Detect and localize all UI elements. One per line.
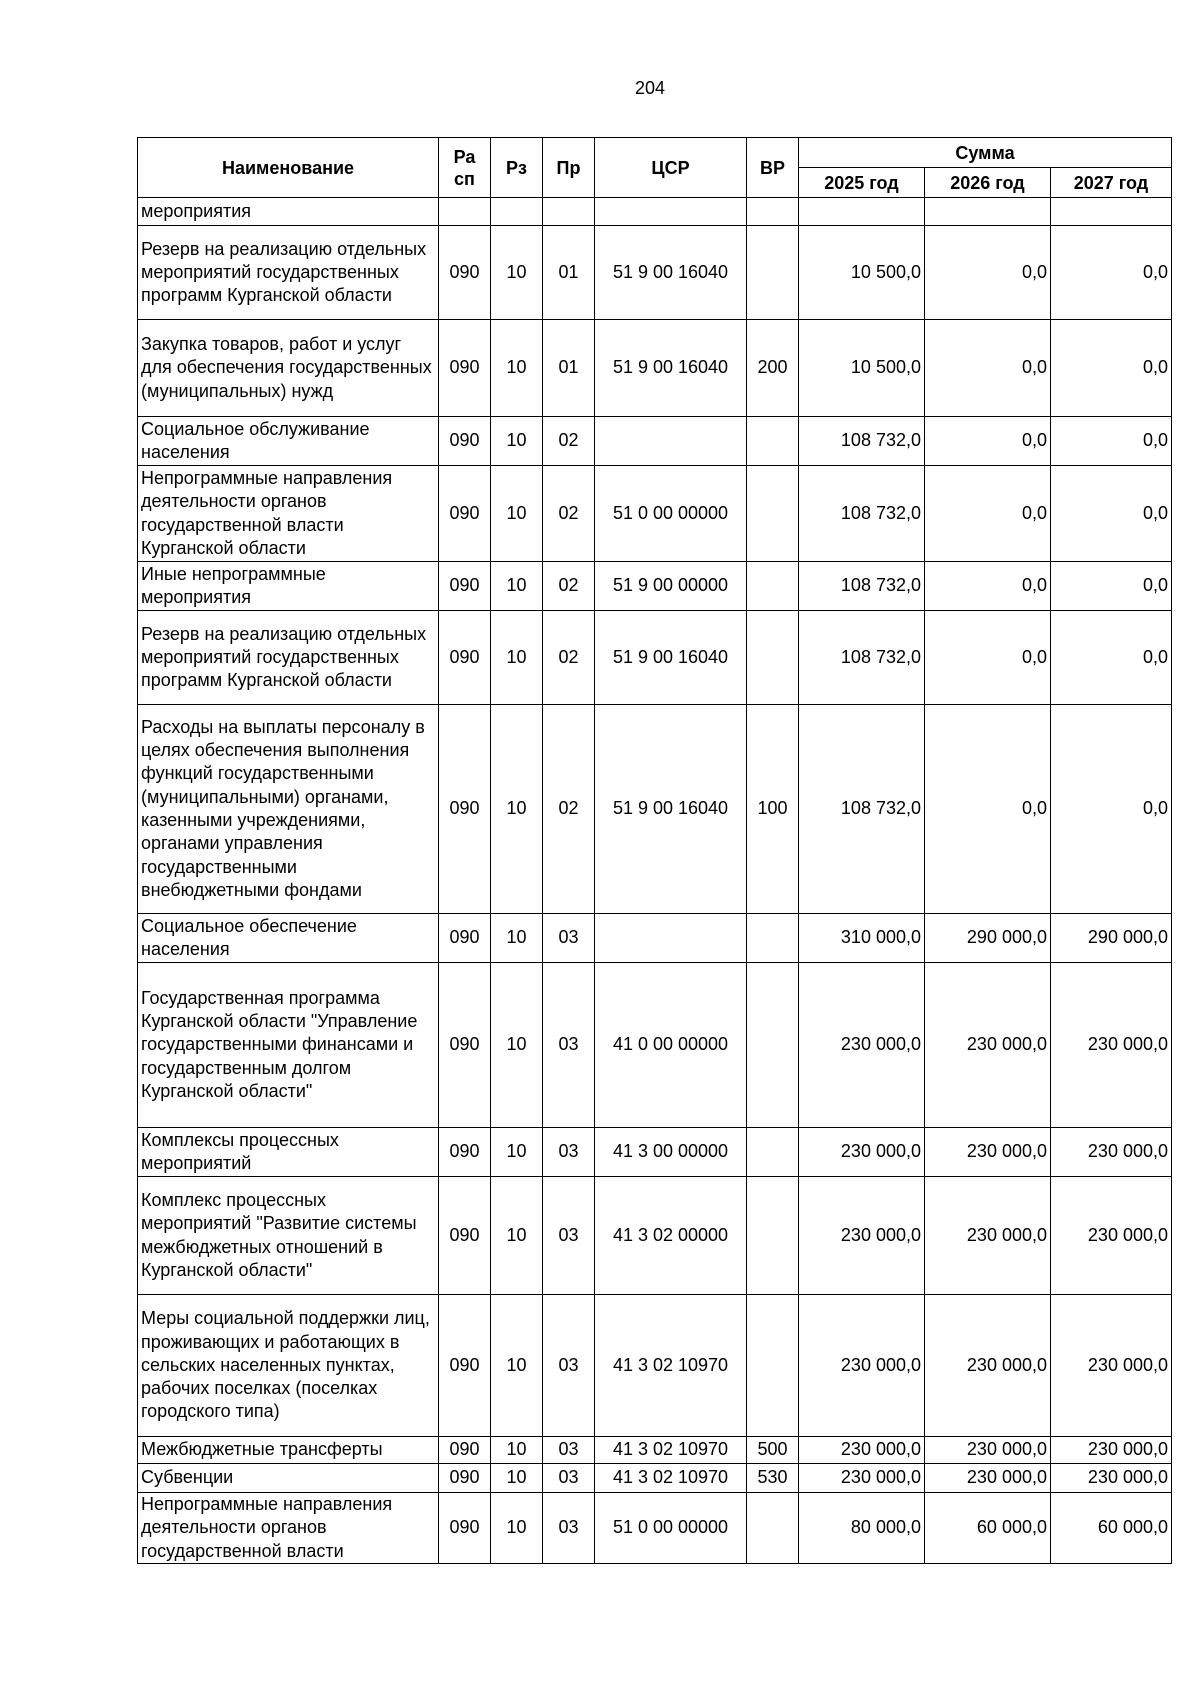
cell-rz: 10 bbox=[491, 562, 543, 611]
cell-csr bbox=[595, 417, 747, 466]
cell-vr: 200 bbox=[747, 320, 799, 417]
header-2025: 2025 год bbox=[799, 168, 925, 198]
cell-pr: 01 bbox=[543, 226, 595, 320]
cell-csr: 41 3 02 00000 bbox=[595, 1177, 747, 1295]
cell-rasp: 090 bbox=[439, 1464, 491, 1493]
cell-rz: 10 bbox=[491, 1464, 543, 1493]
cell-vr: 500 bbox=[747, 1437, 799, 1464]
cell-csr: 51 0 00 00000 bbox=[595, 1493, 747, 1564]
cell-sum-2027: 0,0 bbox=[1051, 417, 1172, 466]
cell-sum-2027: 230 000,0 bbox=[1051, 1464, 1172, 1493]
cell-sum-2025: 230 000,0 bbox=[799, 1177, 925, 1295]
cell-sum-2025 bbox=[799, 198, 925, 226]
cell-csr: 41 3 02 10970 bbox=[595, 1437, 747, 1464]
cell-sum-2025: 10 500,0 bbox=[799, 320, 925, 417]
cell-rz: 10 bbox=[491, 466, 543, 562]
cell-sum-2027: 230 000,0 bbox=[1051, 1437, 1172, 1464]
cell-sum-2027: 0,0 bbox=[1051, 226, 1172, 320]
cell-vr bbox=[747, 1128, 799, 1177]
cell-rz bbox=[491, 198, 543, 226]
cell-name: Резерв на реализацию отдельных мероприятий государственных программ Курганской области bbox=[138, 611, 439, 705]
cell-rz: 10 bbox=[491, 963, 543, 1128]
cell-rz: 10 bbox=[491, 1295, 543, 1437]
table-row bbox=[138, 198, 1172, 226]
header-rasp: Ра сп bbox=[439, 138, 491, 198]
cell-sum-2027: 0,0 bbox=[1051, 705, 1172, 914]
cell-name: мероприятия bbox=[138, 198, 439, 226]
cell-name: Государственная программа Курганской области "Управление государственными финансами и государственным долгом Курганской области" bbox=[138, 963, 439, 1128]
header-sum: Сумма bbox=[799, 138, 1172, 168]
cell-sum-2026: 230 000,0 bbox=[925, 963, 1051, 1128]
cell-pr: 03 bbox=[543, 1493, 595, 1564]
cell-sum-2027: 230 000,0 bbox=[1051, 1177, 1172, 1295]
table-row bbox=[138, 417, 1172, 466]
table-row bbox=[138, 1295, 1172, 1437]
cell-rz: 10 bbox=[491, 611, 543, 705]
cell-csr bbox=[595, 914, 747, 963]
cell-sum-2025: 230 000,0 bbox=[799, 963, 925, 1128]
cell-sum-2027: 230 000,0 bbox=[1051, 1128, 1172, 1177]
cell-vr: 530 bbox=[747, 1464, 799, 1493]
header-vr: ВР bbox=[747, 138, 799, 198]
cell-name: Межбюджетные трансферты bbox=[138, 1437, 439, 1464]
table-row bbox=[138, 1128, 1172, 1177]
table-row bbox=[138, 1437, 1172, 1464]
cell-sum-2025: 10 500,0 bbox=[799, 226, 925, 320]
cell-csr: 51 9 00 16040 bbox=[595, 320, 747, 417]
cell-pr: 03 bbox=[543, 1437, 595, 1464]
table-row bbox=[138, 1493, 1172, 1564]
cell-sum-2027: 0,0 bbox=[1051, 562, 1172, 611]
header-rz: Рз bbox=[491, 138, 543, 198]
cell-name: Непрограммные направления деятельности органов государственной власти Курганской области bbox=[138, 466, 439, 562]
cell-rasp: 090 bbox=[439, 611, 491, 705]
cell-rasp: 090 bbox=[439, 466, 491, 562]
cell-sum-2026: 230 000,0 bbox=[925, 1437, 1051, 1464]
cell-vr bbox=[747, 963, 799, 1128]
cell-name: Комплекс процессных мероприятий "Развитие системы межбюджетных отношений в Курганской области" bbox=[138, 1177, 439, 1295]
cell-sum-2026: 230 000,0 bbox=[925, 1464, 1051, 1493]
cell-vr: 100 bbox=[747, 705, 799, 914]
cell-sum-2026 bbox=[925, 198, 1051, 226]
cell-csr: 51 9 00 16040 bbox=[595, 226, 747, 320]
cell-csr: 51 9 00 00000 bbox=[595, 562, 747, 611]
cell-rasp: 090 bbox=[439, 320, 491, 417]
cell-name: Непрограммные направления деятельности органов государственной власти bbox=[138, 1493, 439, 1564]
cell-sum-2027: 60 000,0 bbox=[1051, 1493, 1172, 1564]
cell-csr: 51 9 00 16040 bbox=[595, 705, 747, 914]
cell-rz: 10 bbox=[491, 1493, 543, 1564]
cell-rasp: 090 bbox=[439, 1295, 491, 1437]
cell-sum-2026: 230 000,0 bbox=[925, 1177, 1051, 1295]
cell-sum-2026: 290 000,0 bbox=[925, 914, 1051, 963]
cell-rz: 10 bbox=[491, 914, 543, 963]
cell-sum-2026: 0,0 bbox=[925, 417, 1051, 466]
cell-vr bbox=[747, 611, 799, 705]
cell-sum-2026: 230 000,0 bbox=[925, 1295, 1051, 1437]
cell-rasp: 090 bbox=[439, 417, 491, 466]
header-2026: 2026 год bbox=[925, 168, 1051, 198]
cell-sum-2027: 0,0 bbox=[1051, 466, 1172, 562]
cell-sum-2025: 108 732,0 bbox=[799, 562, 925, 611]
cell-rz: 10 bbox=[491, 705, 543, 914]
cell-vr bbox=[747, 466, 799, 562]
header-csr: ЦСР bbox=[595, 138, 747, 198]
cell-pr: 02 bbox=[543, 705, 595, 914]
cell-rz: 10 bbox=[491, 1177, 543, 1295]
cell-sum-2027 bbox=[1051, 198, 1172, 226]
table-row bbox=[138, 226, 1172, 320]
cell-pr: 03 bbox=[543, 1295, 595, 1437]
cell-sum-2026: 60 000,0 bbox=[925, 1493, 1051, 1564]
cell-rasp: 090 bbox=[439, 226, 491, 320]
cell-sum-2025: 108 732,0 bbox=[799, 611, 925, 705]
cell-csr: 41 3 02 10970 bbox=[595, 1464, 747, 1493]
table-row bbox=[138, 611, 1172, 705]
budget-table bbox=[137, 137, 1172, 1564]
header-2027: 2027 год bbox=[1051, 168, 1172, 198]
cell-sum-2027: 0,0 bbox=[1051, 611, 1172, 705]
cell-rz: 10 bbox=[491, 1437, 543, 1464]
table-row bbox=[138, 963, 1172, 1128]
cell-sum-2025: 80 000,0 bbox=[799, 1493, 925, 1564]
cell-vr bbox=[747, 226, 799, 320]
cell-name: Социальное обслуживание населения bbox=[138, 417, 439, 466]
cell-sum-2025: 230 000,0 bbox=[799, 1437, 925, 1464]
table-row bbox=[138, 705, 1172, 914]
cell-csr: 41 3 02 10970 bbox=[595, 1295, 747, 1437]
cell-name: Меры социальной поддержки лиц, проживающих и работающих в сельских населенных пунктах, рабочих поселках (поселках городского типа) bbox=[138, 1295, 439, 1437]
cell-sum-2026: 0,0 bbox=[925, 611, 1051, 705]
table-row bbox=[138, 562, 1172, 611]
cell-name: Социальное обеспечение населения bbox=[138, 914, 439, 963]
cell-rasp: 090 bbox=[439, 1493, 491, 1564]
cell-rasp bbox=[439, 198, 491, 226]
cell-sum-2025: 230 000,0 bbox=[799, 1128, 925, 1177]
cell-pr bbox=[543, 198, 595, 226]
cell-name: Субвенции bbox=[138, 1464, 439, 1493]
cell-vr bbox=[747, 914, 799, 963]
cell-pr: 02 bbox=[543, 611, 595, 705]
cell-rz: 10 bbox=[491, 226, 543, 320]
cell-csr: 51 0 00 00000 bbox=[595, 466, 747, 562]
cell-rasp: 090 bbox=[439, 1177, 491, 1295]
cell-vr bbox=[747, 1493, 799, 1564]
cell-pr: 03 bbox=[543, 1464, 595, 1493]
page-number: 204 bbox=[634, 78, 666, 98]
cell-sum-2025: 108 732,0 bbox=[799, 417, 925, 466]
cell-vr bbox=[747, 198, 799, 226]
cell-sum-2027: 290 000,0 bbox=[1051, 914, 1172, 963]
table-row bbox=[138, 1177, 1172, 1295]
table-header bbox=[138, 138, 1172, 198]
cell-rasp: 090 bbox=[439, 562, 491, 611]
cell-pr: 02 bbox=[543, 417, 595, 466]
cell-sum-2026: 0,0 bbox=[925, 562, 1051, 611]
table-body bbox=[138, 198, 1172, 1564]
cell-csr: 41 0 00 00000 bbox=[595, 963, 747, 1128]
cell-csr bbox=[595, 198, 747, 226]
cell-rz: 10 bbox=[491, 1128, 543, 1177]
cell-sum-2025: 310 000,0 bbox=[799, 914, 925, 963]
cell-csr: 51 9 00 16040 bbox=[595, 611, 747, 705]
cell-vr bbox=[747, 1295, 799, 1437]
cell-name: Закупка товаров, работ и услуг для обеспечения государственных (муниципальных) нужд bbox=[138, 320, 439, 417]
cell-rasp: 090 bbox=[439, 1128, 491, 1177]
cell-pr: 03 bbox=[543, 1128, 595, 1177]
cell-sum-2026: 0,0 bbox=[925, 705, 1051, 914]
header-name: Наименование bbox=[138, 138, 439, 198]
cell-vr bbox=[747, 417, 799, 466]
cell-sum-2025: 230 000,0 bbox=[799, 1295, 925, 1437]
cell-sum-2025: 230 000,0 bbox=[799, 1464, 925, 1493]
cell-csr: 41 3 00 00000 bbox=[595, 1128, 747, 1177]
cell-sum-2026: 0,0 bbox=[925, 226, 1051, 320]
cell-vr bbox=[747, 1177, 799, 1295]
cell-name: Резерв на реализацию отдельных мероприятий государственных программ Курганской области bbox=[138, 226, 439, 320]
cell-sum-2025: 108 732,0 bbox=[799, 705, 925, 914]
cell-rasp: 090 bbox=[439, 914, 491, 963]
cell-pr: 01 bbox=[543, 320, 595, 417]
cell-sum-2027: 0,0 bbox=[1051, 320, 1172, 417]
cell-sum-2027: 230 000,0 bbox=[1051, 1295, 1172, 1437]
cell-sum-2027: 230 000,0 bbox=[1051, 963, 1172, 1128]
cell-rasp: 090 bbox=[439, 963, 491, 1128]
cell-pr: 03 bbox=[543, 963, 595, 1128]
cell-name: Иные непрограммные мероприятия bbox=[138, 562, 439, 611]
cell-name: Комплексы процессных мероприятий bbox=[138, 1128, 439, 1177]
cell-sum-2026: 230 000,0 bbox=[925, 1128, 1051, 1177]
table-row bbox=[138, 320, 1172, 417]
cell-pr: 02 bbox=[543, 562, 595, 611]
cell-rz: 10 bbox=[491, 417, 543, 466]
cell-rz: 10 bbox=[491, 320, 543, 417]
table-row bbox=[138, 1464, 1172, 1493]
cell-pr: 03 bbox=[543, 914, 595, 963]
table-row bbox=[138, 914, 1172, 963]
cell-sum-2026: 0,0 bbox=[925, 466, 1051, 562]
cell-vr bbox=[747, 562, 799, 611]
cell-rasp: 090 bbox=[439, 1437, 491, 1464]
cell-name: Расходы на выплаты персоналу в целях обеспечения выполнения функций государственными (муниципальными) органами, казенными учреждениями, органами управления государственными внебюджетными фондами bbox=[138, 705, 439, 914]
table-row bbox=[138, 466, 1172, 562]
cell-rasp: 090 bbox=[439, 705, 491, 914]
cell-sum-2026: 0,0 bbox=[925, 320, 1051, 417]
header-pr: Пр bbox=[543, 138, 595, 198]
cell-pr: 02 bbox=[543, 466, 595, 562]
cell-sum-2025: 108 732,0 bbox=[799, 466, 925, 562]
cell-pr: 03 bbox=[543, 1177, 595, 1295]
